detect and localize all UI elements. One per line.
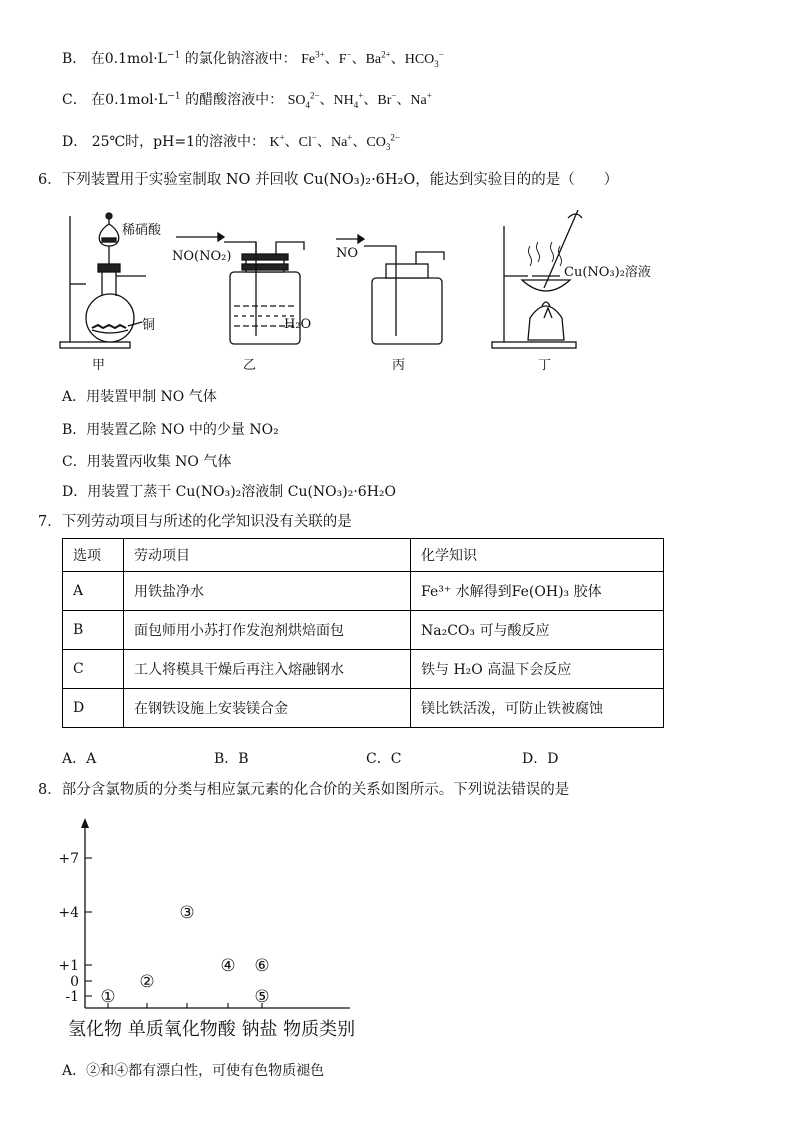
option-letter: C． xyxy=(62,92,87,108)
q7-table xyxy=(62,538,664,728)
table-cell: 铁与 H₂O 高温下会反应 xyxy=(411,650,664,689)
option-text: 25℃时，pH=1的溶液中： xyxy=(91,134,265,150)
table-cell: Na₂CO₃ 可与酸反应 xyxy=(411,611,664,650)
table-cell: Fe³⁺ 水解得到Fe(OH)₃ 胶体 xyxy=(411,572,664,611)
header-cell: 选项 xyxy=(63,539,124,572)
table-cell: C xyxy=(63,650,124,689)
table-row xyxy=(63,572,664,611)
y-axis-arrow xyxy=(81,818,89,828)
y-tick-label: +1 xyxy=(58,958,79,974)
q6-option-d: D．用装置丁蒸干 Cu(NO₃)₂溶液制 Cu(NO₃)₂·6H₂O xyxy=(62,484,396,500)
yi-liquid-label: H₂O xyxy=(284,317,312,332)
q5-option-d xyxy=(62,133,400,152)
ion-list: K+、Cl−、Na+、$CO_3^{2-}$ xyxy=(269,132,400,152)
q5-option-c: C． 在$0.1mol\cdot L^{-1}$ 的醋酸溶液中： $SO_4^{2-}$、$NH_4^+$、Br−、Na+ xyxy=(62,90,432,110)
option-letter: B． xyxy=(62,51,87,67)
option-letter: D． xyxy=(62,134,88,150)
table-row xyxy=(63,611,664,650)
data-point-label: ④ xyxy=(220,956,236,976)
q7-choice-d: D．D xyxy=(522,751,559,767)
data-point-label: ② xyxy=(139,972,155,992)
data-point-label: ① xyxy=(100,987,116,1007)
option-text: 在0.1mol·L xyxy=(91,92,168,108)
x-axis-caption: 氢化物 单质氧化物酸 钠盐 物质类别 xyxy=(68,1019,356,1040)
table-cell: D xyxy=(63,689,124,728)
y-tick-label: 0 xyxy=(70,974,79,990)
q7-choice-c: C．C xyxy=(366,751,402,767)
bing-label: 丙 xyxy=(392,358,406,373)
table-row xyxy=(63,689,664,728)
q6-option-a: A．用装置甲制 NO 气体 xyxy=(62,389,217,405)
table-cell: 用铁盐净水 xyxy=(124,572,411,611)
ion-list: $Fe^{3+}$、F−、$Ba^{2+}$、$HCO_3^-$ xyxy=(301,49,444,69)
option-text: 的氯化钠溶液中： xyxy=(184,51,297,67)
table-header-row xyxy=(63,539,664,572)
q7-choice-a: A．A xyxy=(62,751,97,767)
q8-valence-chart xyxy=(50,810,380,1050)
ding-solution-label: Cu(NO₃)₂溶液 xyxy=(564,265,651,280)
data-point-label: ⑤ xyxy=(254,987,270,1007)
y-tick-label: -1 xyxy=(65,989,79,1005)
table-cell: A xyxy=(63,572,124,611)
table-cell: 在钢铁设施上安装镁合金 xyxy=(124,689,411,728)
q6-option-c: C．用装置丙收集 NO 气体 xyxy=(62,454,232,470)
y-tick-label: +4 xyxy=(58,905,79,921)
ding-label: 丁 xyxy=(538,358,552,373)
ion-list: $SO_4^{2-}$、$NH_4^+$、Br−、Na+ xyxy=(287,90,432,110)
option-text: 在0.1mol·L xyxy=(90,51,167,67)
table-cell: 镁比铁活泼，可防止铁被腐蚀 xyxy=(411,689,664,728)
table-cell: 工人将模具干燥后再注入熔融钢水 xyxy=(124,650,411,689)
q8-stem: 8．部分含氯物质的分类与相应氯元素的化合价的关系如图所示。下列说法错误的是 xyxy=(38,782,570,798)
jia-reagent-label: 稀硝酸 xyxy=(122,223,162,238)
jia-metal-label: 铜 xyxy=(142,318,156,333)
q7-choice-b: B．B xyxy=(214,751,249,767)
data-point-label: ③ xyxy=(179,903,195,923)
option-text: 的醋酸溶液中： xyxy=(185,92,284,108)
table-cell: 面包师用小苏打作发泡剂烘焙面包 xyxy=(124,611,411,650)
header-cell: 化学知识 xyxy=(411,539,664,572)
data-point-label: ⑥ xyxy=(254,956,270,976)
q6-option-b: B．用装置乙除 NO 中的少量 NO₂ xyxy=(62,422,279,438)
yi-gas-label: NO(NO₂) xyxy=(172,249,232,264)
header-cell: 劳动项目 xyxy=(124,539,411,572)
table-row xyxy=(63,650,664,689)
bing-gas-label: NO xyxy=(336,246,359,261)
q5-option-b: B． 在$0.1mol\cdot L^{-1}$ 的氯化钠溶液中： $Fe^{3+}$、F−、$Ba^{2+}$、$HCO_3^-$ xyxy=(62,49,444,69)
jia-label: 甲 xyxy=(92,358,106,373)
y-tick-label: +7 xyxy=(58,851,79,867)
q7-stem: 7．下列劳动项目与所述的化学知识没有关联的是 xyxy=(38,514,352,530)
table-cell: B xyxy=(63,611,124,650)
q6-stem: 6．下列装置用于实验室制取 NO 并回收 Cu(NO₃)₂·6H₂O，能达到实验目的的是（ ） xyxy=(38,172,619,188)
yi-label: 乙 xyxy=(243,358,257,373)
q8-option-a: A．②和④都有漂白性，可使有色物质褪色 xyxy=(62,1063,325,1079)
